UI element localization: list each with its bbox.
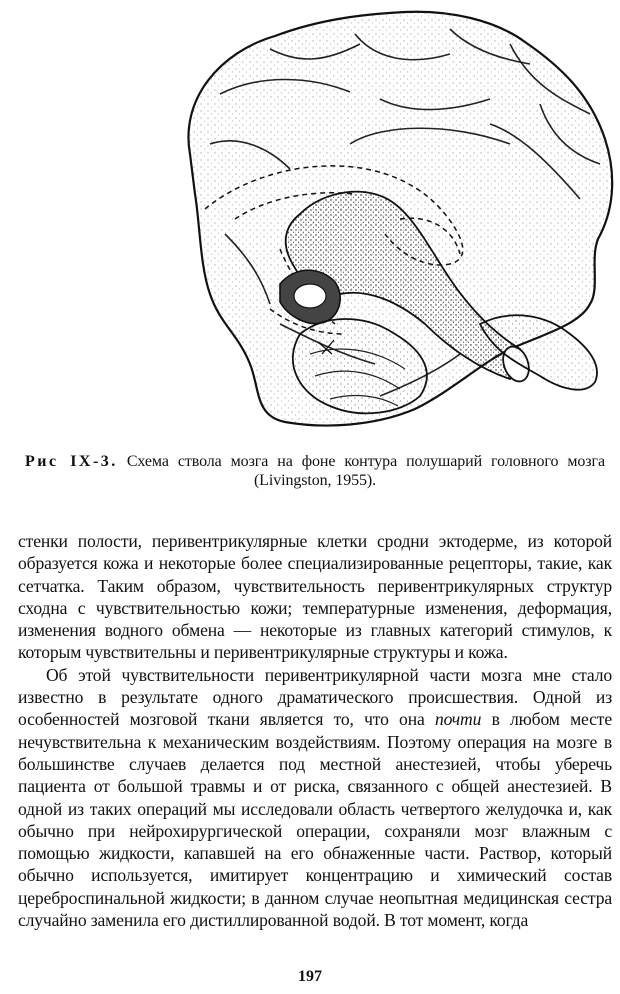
figure-caption-text: Схема ствола мозга на фоне контура полушарий головного мозга (Livingston, 1955). [126, 453, 605, 489]
figure-label: Рис IX-3. [25, 453, 118, 470]
paragraph-text: стенки полости, перивентрикулярные клетки сродни эктодерме, из которой образуется кожа и некоторые более специализированные рецепторы, такие, как сетчатка. Таким образом, чувствительность перивентрикулярных структур сходна с чувствительностью кожи; температурные изменения, деформация, изменения водного обмена — некоторые из главных категорий стимулов, к которым чувствительны и перивентрикулярные структуры и кожа. [18, 531, 612, 663]
figure-caption [25, 452, 605, 490]
paragraph-text: в любом месте нечувствительна к механическим воздействиям. Поэтому операция на мозге в большинстве случаев делается под местной анестезией, чтобы уберечь пациента от большой травмы и от риска, связанного с общей анестезией. В одной из таких операций мы исследовали область четвертого желудочка и, как обычно при нейрохирургической операции, сохраняли мозг влажным с помощью жидкости, капавшей на его обнаженные части. Раствор, который обычно используется, имитирует концентрацию и химический состав цереброспинальной жидкости; в данном случае неопытная медицинская сестра случайно заменила его дистиллированной водой. В тот момент, когда [18, 709, 613, 931]
page-number: 197 [298, 968, 322, 985]
brain-stem-illustration [150, 4, 620, 429]
paragraph [18, 664, 612, 932]
emphasis-text: почти [434, 709, 482, 730]
body-text [18, 530, 612, 931]
paragraph-text: Об этой чувствительности перивентрикулярной части мозга мне стало известно в результате одного драматического происшествия. Одной из особенностей мозговой ткани является то, что она [18, 664, 612, 730]
paragraph [18, 530, 612, 664]
